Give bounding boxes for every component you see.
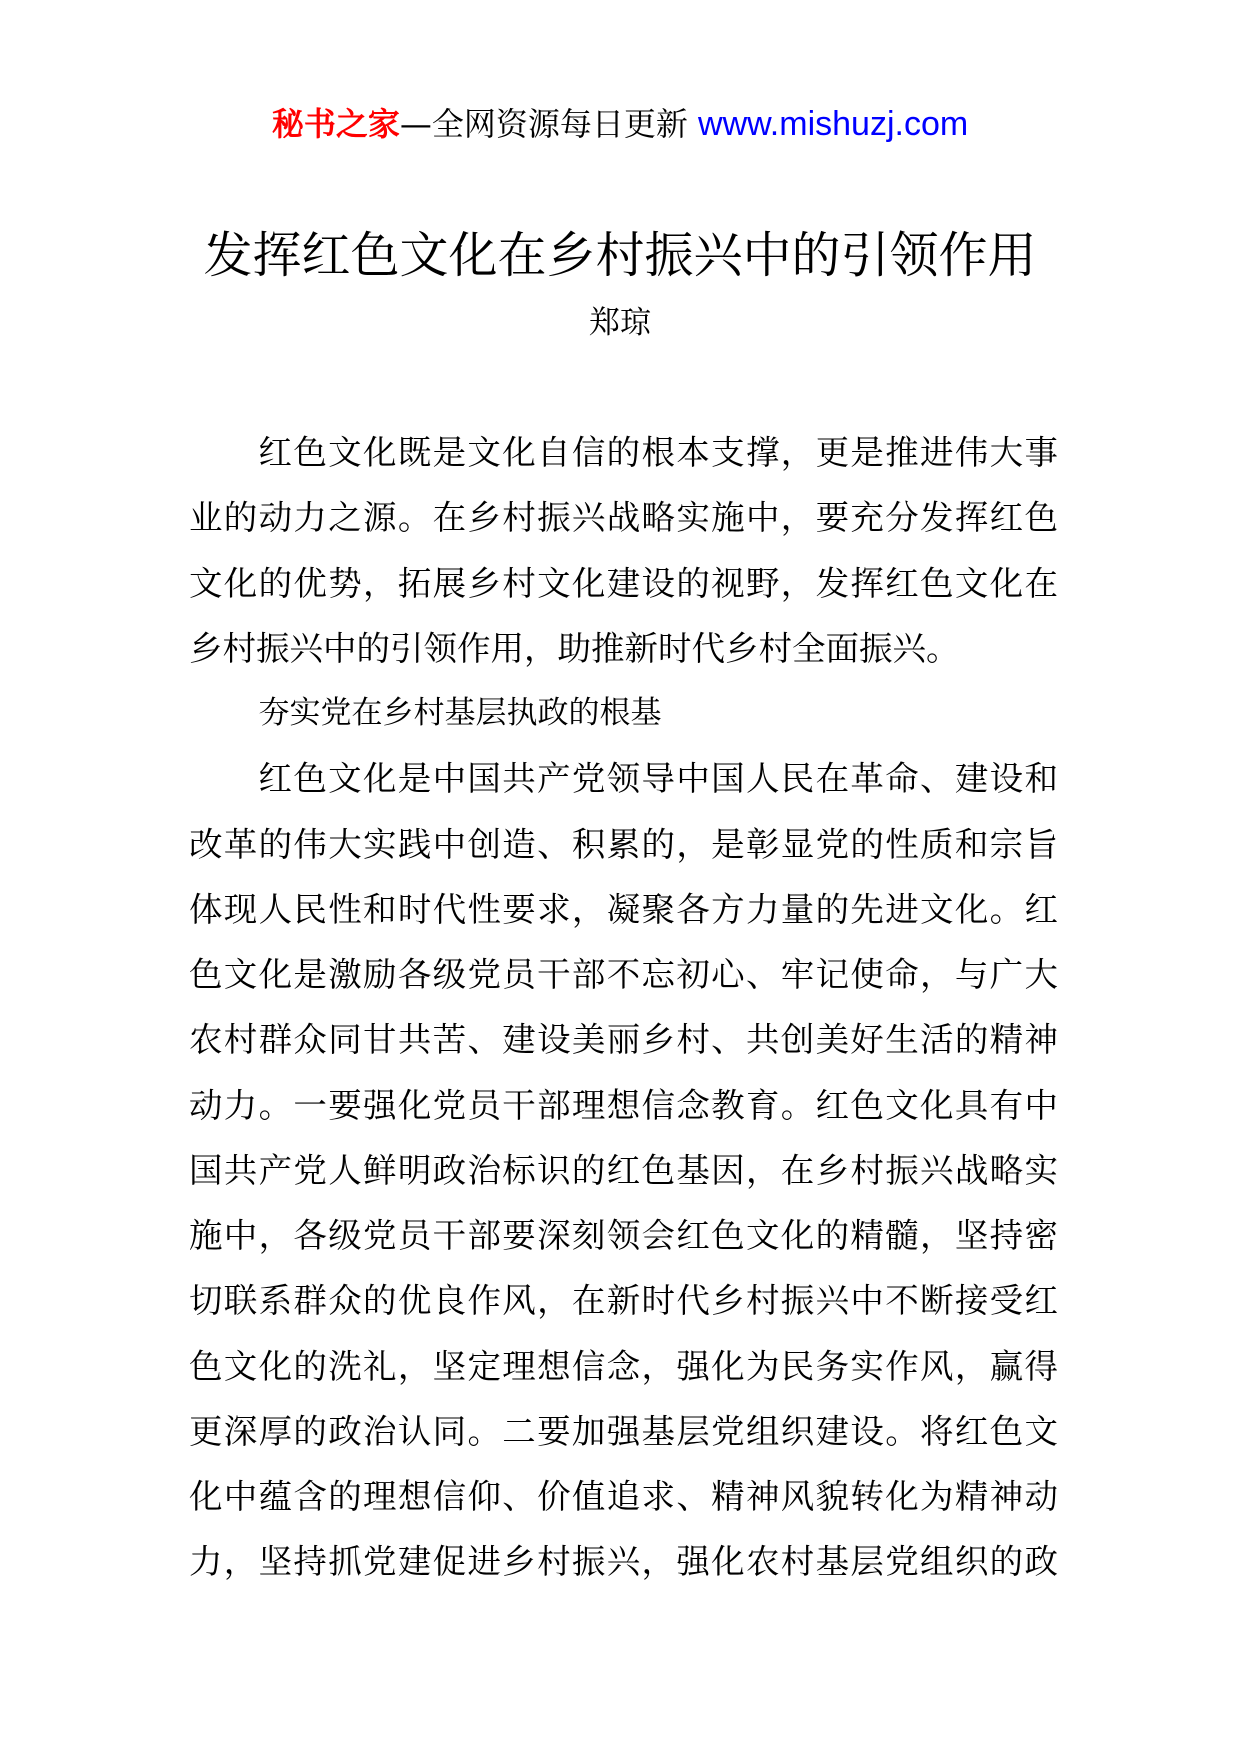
body-text-line: 农村群众同甘共苦、建设美丽乡村、共创美好生活的精神	[189, 1020, 1058, 1060]
body-text-line: 切联系群众的优良作风，在新时代乡村振兴中不断接受红	[189, 1281, 1058, 1321]
document-title: 发挥红色文化在乡村振兴中的引领作用	[203, 227, 1037, 284]
body-text-line: 红色文化是中国共产党领导中国人民在革命、建设和	[258, 759, 1058, 799]
section-heading: 夯实党在乡村基层执政的根基	[258, 695, 662, 731]
body-text-line: 红色文化既是文化自信的根本支撑，更是推进伟大事	[258, 433, 1058, 472]
body-text-line: 色文化的洗礼，坚定理想信念，强化为民务实作风，赢得	[189, 1346, 1058, 1386]
body-text-line: 改革的伟大实践中创造、积累的，是彰显党的性质和宗旨	[189, 824, 1058, 864]
body-text-line: 化中蕴含的理想信仰、价值追求、精神风貌转化为精神动	[189, 1477, 1058, 1516]
body-text-line: 施中，各级党员干部要深刻领会红色文化的精髓，坚持密	[189, 1216, 1058, 1255]
document-body	[189, 420, 1058, 1595]
body-text-line: 业的动力之源。在乡村振兴战略实施中，要充分发挥红色	[189, 498, 1058, 538]
body-text-line: 力，坚持抓党建促进乡村振兴，强化农村基层党组织的政	[189, 1542, 1058, 1582]
body-text-line: 文化的优势，拓展乡村文化建设的视野，发挥红色文化在	[189, 563, 1058, 603]
site-slogan: —全网资源每日更新	[399, 105, 699, 143]
document-author: 郑琼	[589, 305, 651, 341]
body-text-line: 动力。一要强化党员干部理想信念教育。红色文化具有中	[189, 1085, 1058, 1125]
site-url-link[interactable]: www.mishuzj.com	[698, 105, 969, 143]
body-text-line: 更深厚的政治认同。二要加强基层党组织建设。将红色文	[189, 1411, 1058, 1451]
body-text-line: 体现人民性和时代性要求，凝聚各方力量的先进文化。红	[189, 889, 1058, 929]
site-brand: 秘书之家	[271, 105, 400, 143]
body-text-line: 色文化是激励各级党员干部不忘初心、牢记使命，与广大	[189, 955, 1058, 994]
body-text-line: 国共产党人鲜明政治标识的红色基因，在乡村振兴战略实	[189, 1150, 1058, 1190]
site-header	[0, 100, 1240, 148]
body-text-line: 乡村振兴中的引领作用，助推新时代乡村全面振兴。	[189, 628, 960, 668]
